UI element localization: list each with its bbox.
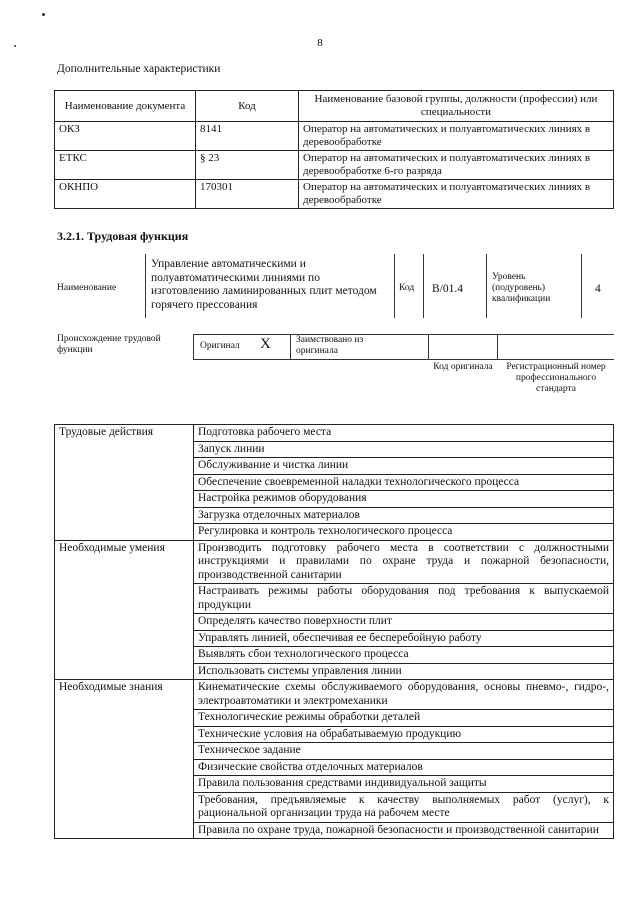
function-name-box xyxy=(145,254,395,318)
list-item: Технические условия на обрабатываемую продукцию xyxy=(194,726,614,743)
divider xyxy=(428,334,429,360)
list-item: Запуск линии xyxy=(194,441,614,458)
table-row xyxy=(55,540,614,584)
table-row xyxy=(55,425,614,442)
list-item: Загрузка отделочных материалов xyxy=(194,507,614,524)
list-item: Обеспечение своевременной наладки технологического процесса xyxy=(194,474,614,491)
list-item: Физические свойства отделочных материалов xyxy=(194,759,614,776)
header-base-group: Наименование базовой группы, должности (профессии) или специальности xyxy=(299,91,614,122)
list-item: Правила пользования средствами индивидуальной защиты xyxy=(194,776,614,793)
category-required-skills: Необходимые умения xyxy=(55,540,194,680)
base-group-cell: Оператор на автоматических и полуавтоматических линиях в деревообработке xyxy=(299,122,614,151)
table-row xyxy=(55,680,614,710)
list-item: Правила по охране труда, пожарной безопасности и производственной санитарии xyxy=(194,822,614,839)
function-details-table xyxy=(54,424,614,839)
header-code: Код xyxy=(196,91,299,122)
origin-box xyxy=(193,334,614,360)
borrowed-label: Заимствовано из оригинала xyxy=(296,335,364,356)
scan-dot xyxy=(14,45,16,47)
list-item: Определять качество поверхности плит xyxy=(194,614,614,631)
table-row xyxy=(55,122,614,151)
code-cell: 170301 xyxy=(196,180,299,209)
document-name-cell: ЕТКС xyxy=(55,151,196,180)
list-item: Технологические режимы обработки деталей xyxy=(194,710,614,727)
level-value: 4 xyxy=(595,283,601,295)
original-mark: X xyxy=(260,336,271,352)
level-box xyxy=(581,254,615,318)
table-row xyxy=(55,151,614,180)
code-original-label: Код оригинала xyxy=(433,362,493,372)
list-item: Настраивать режимы работы оборудования под требования к выпускаемой продукции xyxy=(194,584,614,614)
additional-characteristics-title: Дополнительные характеристики xyxy=(57,63,221,75)
original-label: Оригинал xyxy=(200,341,240,351)
list-item: Требования, предъявляемые к качеству выполняемых работ (услуг), к рациональной организации труда на рабочем месте xyxy=(194,792,614,822)
function-name-value: Управление автоматическими и полуавтоматическими линиями по изготовлению ламинированных плит методом горячего прессования xyxy=(151,258,377,311)
list-item: Управлять линией, обеспечивая ее бесперебойную работу xyxy=(194,630,614,647)
divider xyxy=(290,334,291,360)
list-item: Регулировка и контроль технологического процесса xyxy=(194,524,614,541)
code-cell: 8141 xyxy=(196,122,299,151)
base-group-cell: Оператор на автоматических и полуавтоматических линиях в деревообработке 6-го разряда xyxy=(299,151,614,180)
list-item: Подготовка рабочего места xyxy=(194,425,614,442)
scan-dot xyxy=(42,13,45,16)
page-number: 8 xyxy=(317,37,323,49)
name-label: Наименование xyxy=(57,283,117,293)
reg-number-label: Регистрационный номер профессионального стандарта xyxy=(506,362,606,394)
code-value: В/01.4 xyxy=(432,283,463,295)
origin-label: Происхождение трудовой функции xyxy=(57,334,161,355)
category-required-knowledge: Необходимые знания xyxy=(55,680,194,839)
header-document-name: Наименование документа xyxy=(55,91,196,122)
divider xyxy=(497,334,498,360)
category-labour-actions: Трудовые действия xyxy=(55,425,194,541)
document-name-cell: ОКЗ xyxy=(55,122,196,151)
base-group-cell: Оператор на автоматических и полуавтоматических линиях в деревообработке xyxy=(299,180,614,209)
list-item: Настройка режимов оборудования xyxy=(194,491,614,508)
function-heading: 3.2.1. Трудовая функция xyxy=(57,229,189,243)
list-item: Использовать системы управления линии xyxy=(194,663,614,680)
list-item: Обслуживание и чистка линии xyxy=(194,458,614,475)
list-item: Техническое задание xyxy=(194,743,614,760)
level-label: Уровень (подуровень) квалификации xyxy=(492,272,551,304)
list-item: Выявлять сбои технологического процесса xyxy=(194,647,614,664)
list-item: Производить подготовку рабочего места в соответствии с должностными инструкциями и правилами по охране труда и пожарной безопасности, производственной санитарии xyxy=(194,540,614,584)
table-row xyxy=(55,180,614,209)
document-name-cell: ОКНПО xyxy=(55,180,196,209)
code-label: Код xyxy=(399,283,415,293)
code-cell: § 23 xyxy=(196,151,299,180)
additional-characteristics-table xyxy=(54,90,614,209)
list-item: Кинематические схемы обслуживаемого оборудования, основы пневмо-, гидро-, электроавтоматики и электромеханики xyxy=(194,680,614,710)
code-box xyxy=(423,254,487,318)
